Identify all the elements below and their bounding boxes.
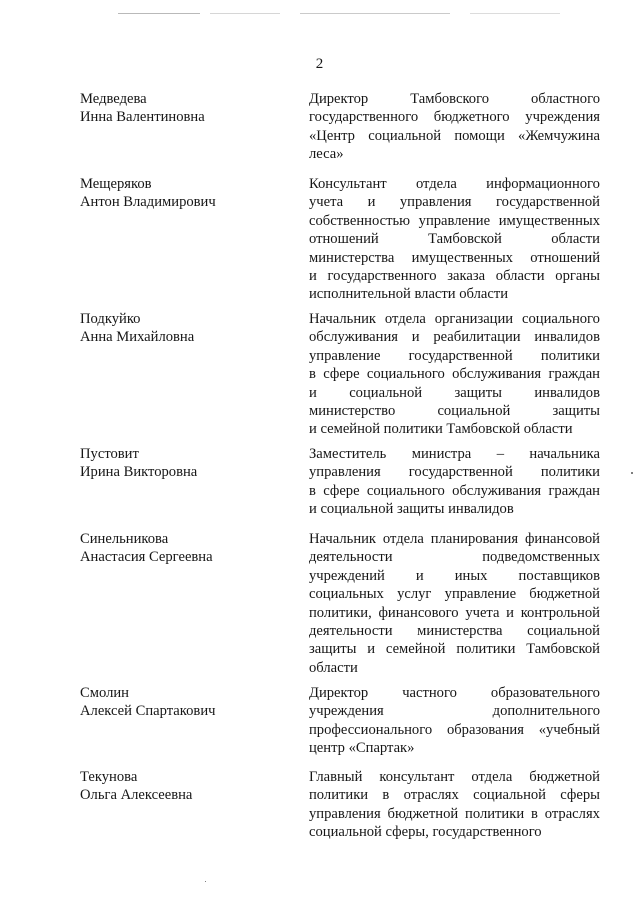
person-surname: Пустовит: [80, 446, 139, 462]
position-line: деятельности подведомственных: [309, 549, 600, 566]
person-given-names: Алексей Спартакович: [80, 703, 216, 720]
position-line: профессионального образования «учебный: [309, 721, 600, 738]
scan-speck: [205, 881, 206, 882]
position-line: Начальник отдела планирования финансовой: [309, 531, 600, 547]
position-line: собственностью управление имущественных: [309, 212, 600, 229]
person-surname: Синельникова: [80, 531, 169, 547]
position-line: Начальник отдела организации социального: [309, 311, 600, 327]
position-line: министерства имущественных отношений: [309, 249, 600, 266]
position-line: в сфере социального обслуживания граждан: [309, 366, 600, 383]
scan-artifact-line: [118, 13, 200, 14]
person-given-names: Антон Владимирович: [80, 194, 216, 211]
scan-speck: [631, 472, 633, 474]
position-line: управления государственной политики: [309, 464, 600, 481]
position-line: и семейной политики Тамбовской области: [309, 421, 573, 438]
position-line: исполнительной власти области: [309, 286, 509, 303]
position-line: политики в отраслях социальной сферы: [309, 787, 600, 804]
person-position: [309, 90, 600, 164]
position-line: в сфере социального обслуживания граждан: [309, 482, 600, 499]
position-line: и социальной защиты инвалидов: [309, 501, 514, 518]
person-surname: Текунова: [80, 769, 138, 785]
person-name: [80, 310, 290, 347]
person-position: [309, 175, 600, 304]
position-line: управление государственной политики: [309, 347, 600, 364]
position-line: области: [309, 659, 358, 676]
position-line: отношений Тамбовской области: [309, 231, 600, 248]
person-surname: Подкуйко: [80, 311, 141, 327]
position-line: политики, финансового учета и контрольной: [309, 604, 600, 621]
position-line: социальной сферы, государственного: [309, 824, 542, 841]
person-position: [309, 445, 600, 519]
position-line: и социальной защиты инвалидов: [309, 384, 600, 401]
person-given-names: Анастасия Сергеевна: [80, 549, 213, 566]
position-line: центр «Спартак»: [309, 740, 415, 757]
page-number: 2: [315, 56, 324, 72]
person-given-names: Ирина Викторовна: [80, 464, 198, 481]
position-line: государственного бюджетного учреждения: [309, 109, 600, 126]
position-line: Директор Тамбовского областного: [309, 91, 600, 107]
person-given-names: Инна Валентиновна: [80, 109, 205, 126]
person-name: [80, 530, 290, 567]
person-name: [80, 445, 290, 482]
position-line: Консультант отдела информационного: [309, 176, 600, 192]
person-given-names: Ольга Алексеевна: [80, 787, 193, 804]
person-position: [309, 684, 600, 758]
person-position: [309, 530, 600, 677]
position-line: социальных услуг управление бюджетной: [309, 586, 600, 603]
position-line: министерство социальной защиты: [309, 403, 600, 420]
position-line: обслуживания и реабилитации инвалидов: [309, 329, 600, 346]
person-name: [80, 175, 290, 212]
person-position: [309, 310, 600, 439]
person-surname: Мещеряков: [80, 176, 152, 192]
position-line: защиты и семейной политики Тамбовской: [309, 641, 600, 658]
position-line: «Центр социальной помощи «Жемчужина: [309, 127, 600, 144]
position-line: Заместитель министра – начальника: [309, 446, 600, 462]
person-surname: Медведева: [80, 91, 147, 107]
person-given-names: Анна Михайловна: [80, 329, 195, 346]
position-line: учреждений и иных поставщиков: [309, 567, 600, 584]
scan-artifact-line: [210, 13, 280, 14]
position-line: учета и управления государственной: [309, 194, 600, 211]
position-line: и государственного заказа области органы: [309, 268, 600, 285]
person-surname: Смолин: [80, 685, 129, 701]
position-line: Главный консультант отдела бюджетной: [309, 769, 600, 785]
position-line: Директор частного образовательного: [309, 685, 600, 701]
person-name: [80, 90, 290, 127]
position-line: учреждения дополнительного: [309, 703, 600, 720]
position-line: деятельности министерства социальной: [309, 623, 600, 640]
scan-artifact-line: [470, 13, 560, 14]
person-name: [80, 768, 290, 805]
position-line: управления бюджетной политики в отраслях: [309, 805, 600, 822]
person-position: [309, 768, 600, 842]
position-line: леса»: [309, 146, 344, 163]
scan-artifact-line: [300, 13, 450, 14]
person-name: [80, 684, 290, 721]
